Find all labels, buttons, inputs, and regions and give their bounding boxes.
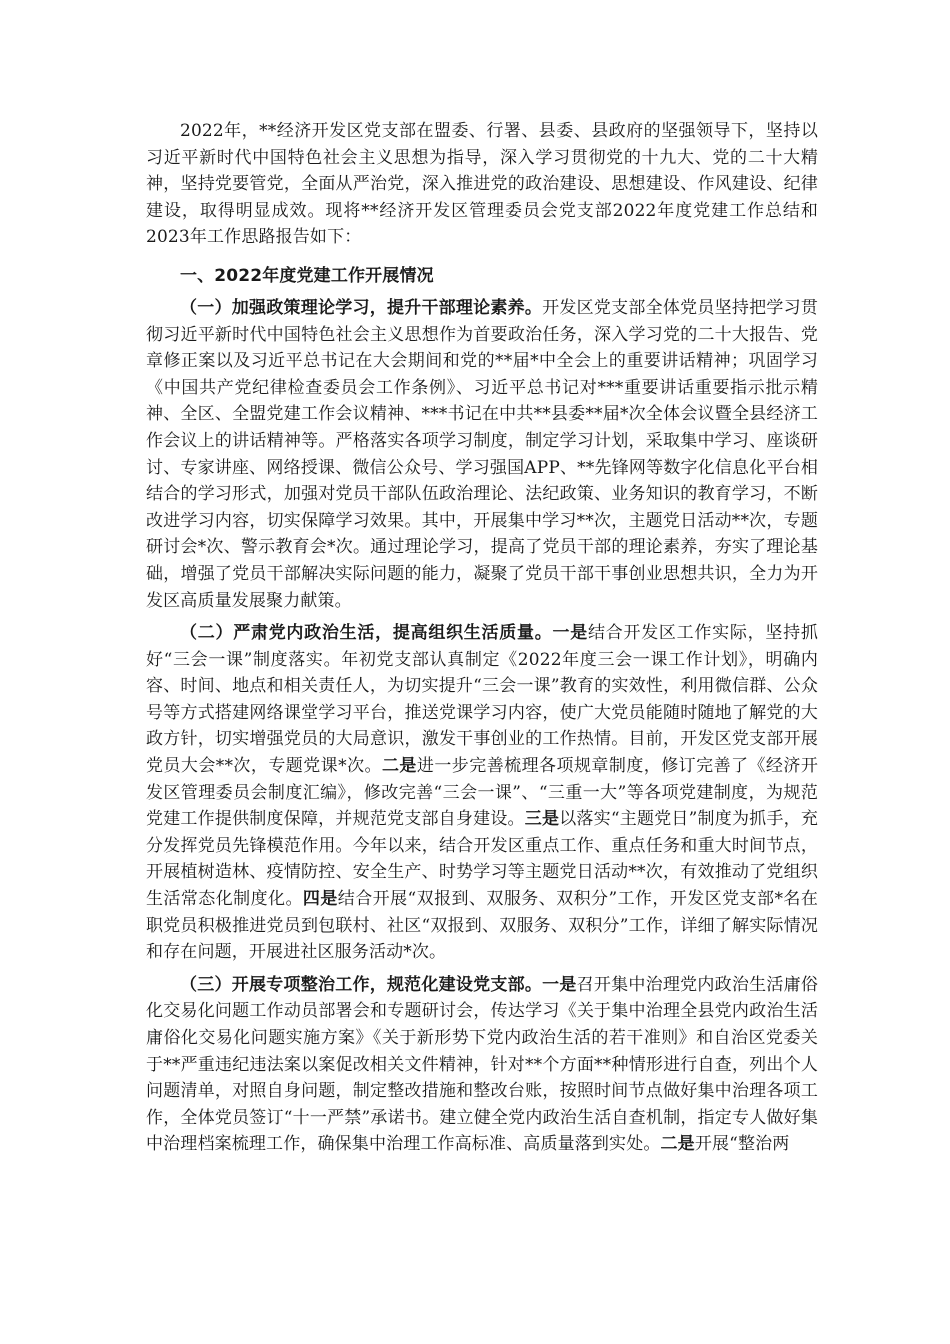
subsection-1-body: 开发区党支部全体党员坚持把学习贯彻习近平新时代中国特色社会主义思想作为首要政治任务，深入学习党的二十大报告、党章修正案以及习近平总书记在大会期间和党的**届*中全会上的重要讲话精神；巩固学习《中国共产党纪律检查委员会工作条例》、习近平总书记对***重要讲话重要指示批示精神、全区、全盟党建工作会议精神、***书记在中共**县委**届*次全体会议暨全县经济工作会议上的讲话精神等。严格落实各项学习制度，制定学习计划，采取集中学习、座谈研讨、专家讲座、网络授课、微信公众号、学习强国APP、**先锋网等数字化信息化平台相结合的学习形式，加强对党员干部队伍政治理论、法纪政策、业务知识的教育学习，不断改进学习内容，切实保障学习效果。其中，开展集中学习**次，主题党日活动**次，专题研讨会*次、警示教育会*次。通过理论学习，提高了党员干部的理论素养，夯实了理论基础，增强了党员干部解决实际问题的能力，凝聚了党员干部干事创业思想共识，全力为开发区高质量发展聚力献策。 bbox=[146, 297, 818, 611]
subsection-3-text-2: 开展“整治两 bbox=[694, 1134, 790, 1155]
subsection-3-title: （三）开展专项整治工作，规范化建设党支部。 bbox=[180, 974, 543, 995]
keyword-fourth: 四是 bbox=[302, 889, 338, 910]
subsection-2-text-3: 以落实“主题党日”制度为抓手，充分发挥党员先锋模范作用。今年以来，结合开发区重点工作、重点任务和重大时间节点，开展植树造林、疫情防控、安全生产、时势学习等主题党日活动**次，有效推动了党组织生活常态化制度化。 bbox=[146, 809, 818, 910]
keyword-third: 三是 bbox=[524, 809, 560, 830]
document-page bbox=[146, 118, 818, 1158]
subsection-2-text-4: 结合开展“双报到、双服务、双积分”工作，开发区党支部*名在职党员积极推进党员到包联村、社区“双报到、双服务、双积分”工作，详细了解实际情况和存在问题，开展进社区服务活动*次。 bbox=[146, 889, 818, 963]
subsection-3-text-1: 召开集中治理党内政治生活庸俗化交易化问题工作动员部署会和专题研讨会，传达学习《关于集中治理全县党内政治生活庸俗化交易化问题实施方案》《关于新形势下党内政治生活的若干准则》和自治区党委关于**严重违纪违法案以案促改相关文件精神，针对**个方面**种情形进行自查，列出个人问题清单，对照自身问题，制定整改措施和整改台账，按照时间节点做好集中治理各项工作，全体党员签订“十一严禁”承诺书。建立健全党内政治生活自查机制，指定专人做好集中治理档案梳理工作，确保集中治理工作高标准、高质量落到实处。 bbox=[146, 974, 818, 1155]
subsection-1-paragraph bbox=[146, 295, 818, 614]
keyword-second: 二是 bbox=[660, 1134, 695, 1155]
subsection-1-title: （一）加强政策理论学习，提升干部理论素养。 bbox=[180, 297, 543, 318]
keyword-first: 一是 bbox=[552, 623, 588, 644]
section-heading: 一、2022年度党建工作开展情况 bbox=[180, 265, 434, 286]
subsection-2-title: （二）严肃党内政治生活，提高组织生活质量。 bbox=[180, 623, 553, 644]
subsection-2-text-1: 结合开发区工作实际，坚持抓好“三会一课”制度落实。年初党支部认真制定《2022年度三会一课工作计划》，明确内容、时间、地点和相关责任人，为切实提升“三会一课”教育的实效性，利用微信群、公众号等方式搭建网络课堂学习平台，推送党课学习内容，使广大党员能随时随地了解党的大政方针，切实增强党员的大局意识，激发干事创业的工作热情。目前，开发区党支部开展党员大会**次，专题党课*次。 bbox=[146, 623, 818, 777]
intro-paragraph: 2022年，**经济开发区党支部在盟委、行署、县委、县政府的坚强领导下，坚持以习近平新时代中国特色社会主义思想为指导，深入学习贯彻党的十九大、党的二十大精神，坚持党要管党，全面从严治党，深入推进党的政治建设、思想建设、作风建设、纪律建设，取得明显成效。现将**经济开发区管理委员会党支部2022年度党建工作总结和2023年工作思路报告如下： bbox=[146, 121, 818, 248]
keyword-first: 一是 bbox=[542, 974, 577, 995]
subsection-3-paragraph bbox=[146, 972, 818, 1158]
subsection-2-paragraph bbox=[146, 620, 818, 966]
keyword-second: 二是 bbox=[381, 756, 417, 777]
subsection-2-text-2: 进一步完善梳理各项规章制度，修订完善了《经济开发区管理委员会制度汇编》，修改完善“三会一课”、“三重一大”等各项党建制度，为规范党建工作提供制度保障，并规范党支部自身建设。 bbox=[146, 756, 818, 830]
